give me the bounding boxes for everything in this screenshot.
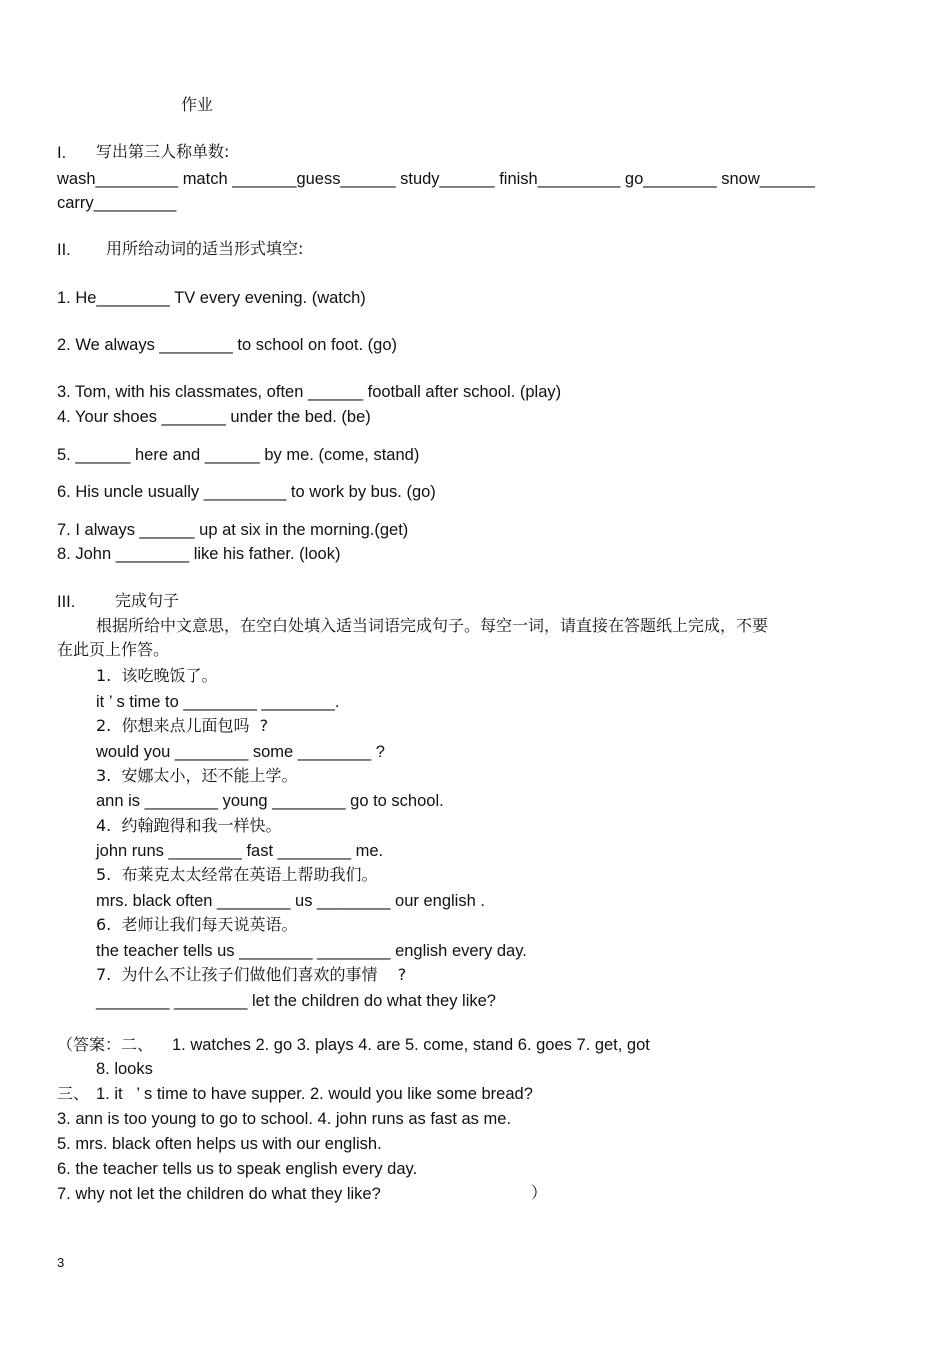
section3-item-cn: 1. 该吃晚饭了。 <box>96 666 218 685</box>
section2-item: 4. Your shoes _______ under the bed. (be) <box>57 408 371 426</box>
section1-number: I. <box>57 144 67 162</box>
section3-item-en: mrs. black often ________ us ________ our english . <box>96 892 485 910</box>
answers-label: （答案：二、 <box>57 1035 154 1054</box>
section3-item-en: ann is ________ young ________ go to school. <box>96 792 444 810</box>
answers-close-paren: ） <box>531 1183 548 1202</box>
section2-heading: 用所给动词的适当形式填空: <box>106 239 304 258</box>
section3-item-cn: 6. 老师让我们每天说英语。 <box>96 915 298 934</box>
section3-item-cn: 4. 约翰跑得和我一样快。 <box>96 816 282 835</box>
page-number: 3 <box>57 1255 65 1270</box>
answers-line: 1. watches 2. go 3. plays 4. are 5. come, stand 6. goes 7. get, got <box>172 1036 650 1054</box>
answers-line: 7. why not let the children do what they like? <box>57 1185 381 1203</box>
section1-line1: wash_________ match _______guess______ study______ finish_________ go________ snow______ <box>57 170 815 188</box>
section2-item: 6. His uncle usually _________ to work by bus. (go) <box>57 483 436 501</box>
answers-line: 6. the teacher tells us to speak english every day. <box>57 1160 418 1178</box>
section3-item-cn: 3. 安娜太小，还不能上学。 <box>96 766 298 785</box>
answers-line: 1. it ’ s time to have supper. 2. would you like some bread? <box>96 1085 533 1103</box>
section3-item-en: it ’ s time to ________ ________. <box>96 693 340 711</box>
answers-line: 8. looks <box>96 1060 153 1078</box>
section2-item: 2. We always ________ to school on foot. (go) <box>57 336 397 354</box>
section2-item: 1. He________ TV every evening. (watch) <box>57 289 366 307</box>
section1-heading: 写出第三人称单数: <box>96 142 230 161</box>
section2-number: II. <box>57 241 71 259</box>
section2-item: 5. ______ here and ______ by me. (come, stand) <box>57 446 420 464</box>
section3-item-cn: 7. 为什么不让孩子们做他们喜欢的事情 ? <box>96 965 407 984</box>
section3-item-cn: 5. 布莱克太太经常在英语上帮助我们。 <box>96 865 378 884</box>
page-title: 作业 <box>181 95 214 114</box>
section3-heading: 完成句子 <box>115 591 180 610</box>
section3-instruction: 根据所给中文意思，在空白处填入适当词语完成句子。每空一词，请直接在答题纸上完成，不要 <box>96 616 769 635</box>
section3-item-en: john runs ________ fast ________ me. <box>96 842 384 860</box>
answers-section3-label: 三、 <box>57 1084 90 1103</box>
answers-line: 3. ann is too young to go to school. 4. john runs as fast as me. <box>57 1110 512 1128</box>
section1-line2: carry_________ <box>57 194 177 212</box>
section2-item: 8. John ________ like his father. (look) <box>57 545 341 563</box>
answers-line: 5. mrs. black often helps us with our english. <box>57 1135 382 1153</box>
section3-item-cn: 2. 你想来点儿面包吗 ? <box>96 716 269 735</box>
section3-item-en: ________ ________ let the children do what they like? <box>96 992 496 1010</box>
section3-item-en: the teacher tells us ________ ________ english every day. <box>96 942 527 960</box>
section2-item: 3. Tom, with his classmates, often ______ football after school. (play) <box>57 383 562 401</box>
section3-item-en: would you ________ some ________ ? <box>96 743 385 761</box>
section2-item: 7. I always ______ up at six in the morning.(get) <box>57 521 409 539</box>
section3-instruction-cont: 在此页上作答。 <box>57 640 170 659</box>
section3-number: III. <box>57 593 76 611</box>
